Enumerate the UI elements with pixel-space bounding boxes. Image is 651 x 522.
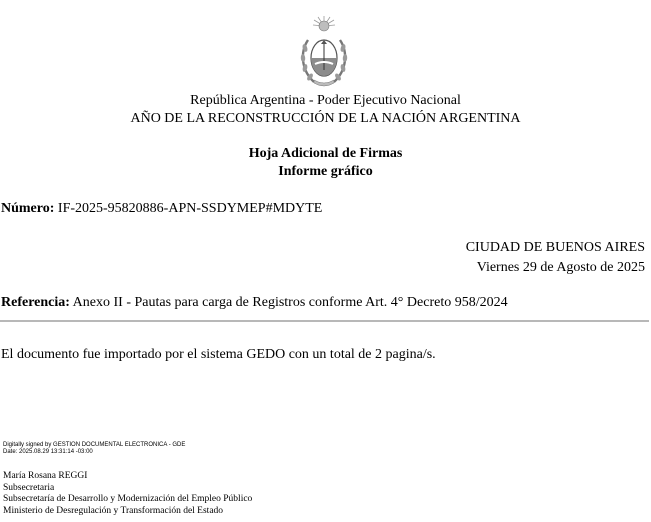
signer-name: María Rosana REGGI	[3, 471, 88, 481]
header-line-2: AÑO DE LA RECONSTRUCCIÓN DE LA NACIÓN ARGENTINA	[130, 111, 521, 126]
numero-field	[1, 200, 322, 217]
document-title: Hoja Adicional de Firmas	[248, 146, 403, 161]
digital-signature-signed-by: Digitally signed by GESTION DOCUMENTAL ELECTRONICA - GDE	[3, 442, 186, 448]
signer-position: Subsecretaria	[3, 482, 55, 493]
numero-value: IF-2025-95820886-APN-SSDYMEP#MDYTE	[57, 201, 323, 216]
referencia-field	[1, 294, 508, 311]
signer-block	[3, 471, 252, 517]
numero-label: Número:	[1, 201, 55, 216]
digital-signature-date: Date: 2025.08.29 13:31:14 -03:00	[3, 449, 93, 455]
header-line-1: República Argentina - Poder Ejecutivo Nacional	[190, 93, 461, 108]
digital-signature-stamp	[3, 442, 185, 456]
signer-office: Subsecretaría de Desarrollo y Modernización del Empleo Público	[3, 494, 253, 504]
referencia-label: Referencia:	[1, 295, 70, 310]
date: Viernes 29 de Agosto de 2025	[476, 260, 645, 275]
coat-of-arms-emblem	[296, 14, 352, 90]
city: CIUDAD DE BUENOS AIRES	[465, 240, 645, 255]
divider	[0, 320, 649, 322]
referencia-value: Anexo II - Pautas para carga de Registros conforme Art. 4° Decreto 958/2024	[72, 295, 508, 310]
body-text: El documento fue importado por el sistema GEDO con un total de 2 pagina/s.	[1, 347, 436, 362]
document-subtitle: Informe gráfico	[278, 164, 373, 179]
signer-ministry: Ministerio de Desregulación y Transformación del Estado	[3, 505, 224, 516]
